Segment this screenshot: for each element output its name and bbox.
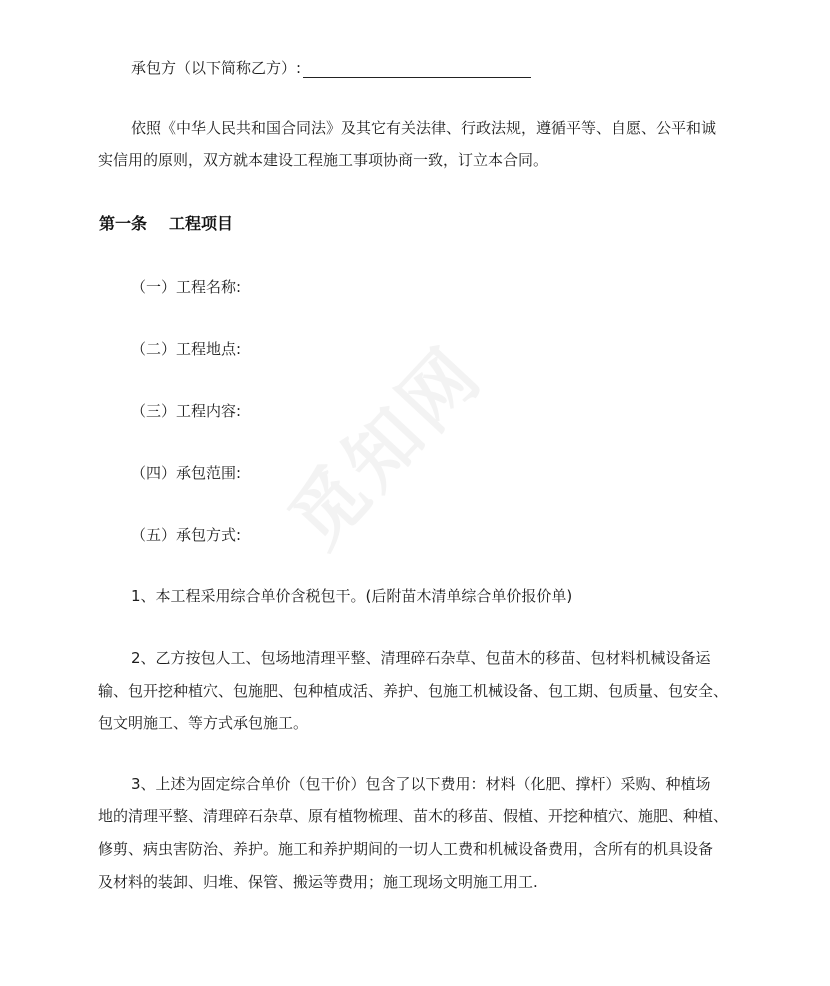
clause-1: 1、本工程采用综合单价含税包干。(后附苗木清单综合单价报价单): [131, 587, 573, 605]
article-1-heading: [99, 213, 233, 235]
item-project-name: （一）工程名称:: [131, 278, 242, 296]
clause-3-line-4: 及材料的装卸、归堆、保管、搬运等费用；施工现场文明施工用工.: [98, 873, 538, 891]
clause-3-line-1: 3、上述为固定综合单价（包干价）包含了以下费用：材料（化肥、撑杆）采购、种植场: [131, 775, 711, 793]
clause-2-line-2: 输、包开挖种植穴、包施肥、包种植成活、养护、包施工机械设备、包工期、包质量、包安全、: [98, 682, 729, 700]
contractor-blank-field[interactable]: [303, 59, 531, 78]
preamble-line-1: 依照《中华人民共和国合同法》及其它有关法律、行政法规，遵循平等、自愿、公平和诚: [131, 119, 717, 137]
watermark: [261, 319, 502, 567]
contractor-label: 承包方（以下简称乙方）:: [131, 59, 302, 77]
item-project-content: （三）工程内容:: [131, 402, 242, 420]
clause-2-line-3: 包文明施工、等方式承包施工。: [98, 714, 309, 732]
clause-3-line-2: 地的清理平整、清理碎石杂草、原有植物梳理、苗木的移苗、假植、开挖种植穴、施肥、种植、: [98, 807, 729, 825]
article-title: 工程项目: [169, 214, 234, 233]
item-contract-method: （五）承包方式:: [131, 526, 242, 544]
clause-2-line-1: 2、乙方按包人工、包场地清理平整、清理碎石杂草、包苗木的移苗、包材料机械设备运: [131, 649, 711, 667]
preamble-line-2: 实信用的原则，双方就本建设工程施工事项协商一致，订立本合同。: [98, 151, 549, 169]
article-number: 第一条: [99, 214, 148, 233]
contractor-line: [131, 58, 531, 78]
item-project-location: （二）工程地点:: [131, 340, 242, 358]
item-contract-scope: （四）承包范围:: [131, 464, 242, 482]
clause-3-line-3: 修剪、病虫害防治、养护。施工和养护期间的一切人工费和机械设备费用，含所有的机具设备: [98, 840, 714, 858]
